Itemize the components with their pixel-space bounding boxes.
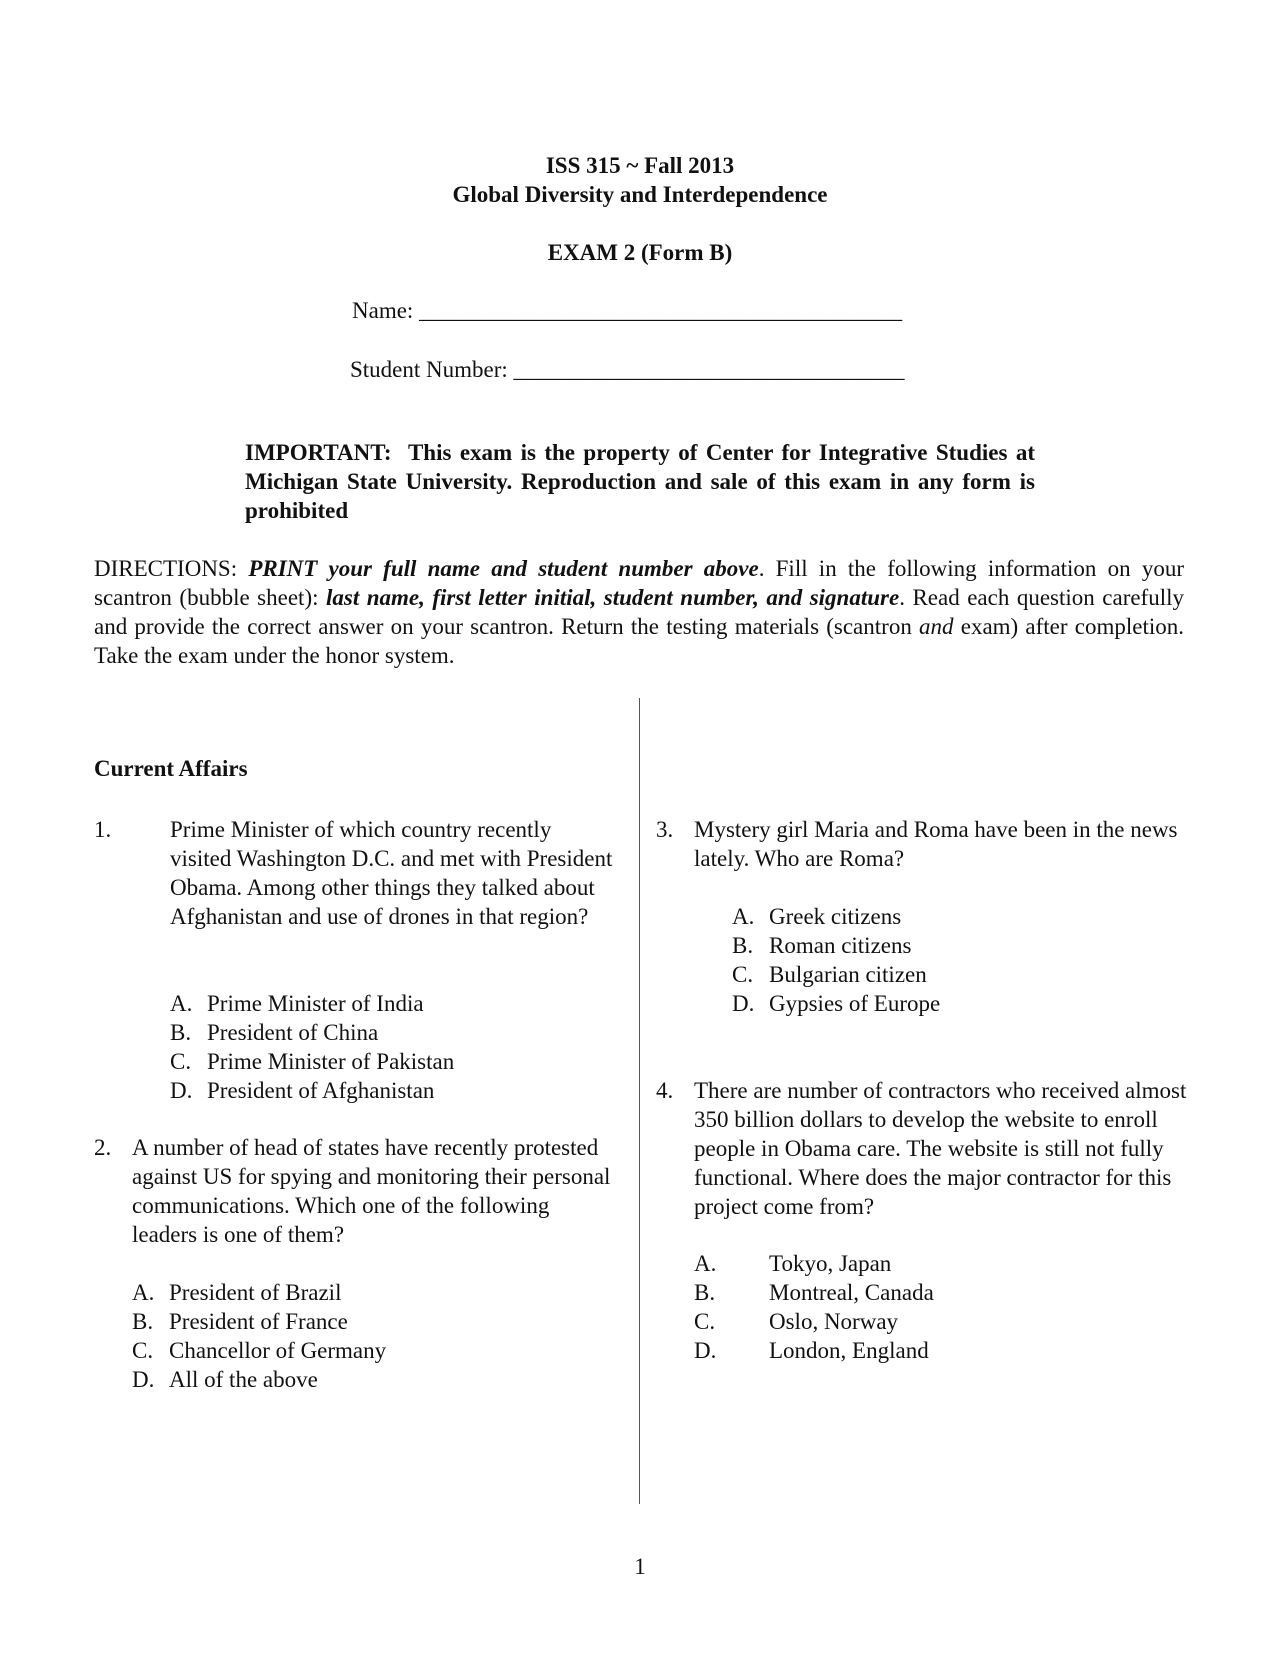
directions-text-2: . Read each question carefully and provide the correct answer on your scantron. Return the testing materials (scantron [94, 585, 1185, 639]
question-number: 2. [94, 1135, 112, 1160]
student-number-label: Student Number: [350, 357, 508, 382]
important-notice [245, 438, 1035, 525]
directions-scantron-fields: last name, first letter initial, student number, and signature [326, 585, 900, 610]
name-label: Name: [352, 298, 414, 323]
exam-title: EXAM 2 (Form B) [547, 240, 733, 265]
column-divider [639, 698, 640, 1504]
student-number-field[interactable] [350, 357, 905, 383]
question-text: Mystery girl Maria and Roma have been in the news lately. Who are Roma? [694, 817, 1178, 871]
exam-page: ISS 315 ~ Fall 2013 Global Diversity and Interdependence EXAM 2 (Form B) Name: __________________________________________ Student Number: __________________________________ IMPORTANT: This exam is the property of Center for Integrative Studies at Michigan State University. Reproduction and sale of this exam in any form is prohibited DIRECTIONS: PRINT your full name and student number above. Fill in the following information on your scantron (bubble sheet): last name, first letter initial, student number, and signature. Read each question carefully and provide the correct answer on your scantron. Return the testing materials (scantron and exam) after completion. Take the exam under the honor system. Current Affairs 1. Prime Minister of which country recently visited Washington D.C. and met with President Obama. Among other things they talked about Afghanistan and use of drones in that region? A. Prime Minister of India B. President of China C. Prime Minister of Pakistan D. President of Afghanistan 2. A number of head of states have recently protested against US for spying and monitoring their personal communications. Which one of the following leaders is one of them? A. President of Brazil B. President of France C. Chancellor of Germany D. All of the above 3. Mystery girl Maria and Roma have been in the news lately. Who are Roma? A. Greek citizens B. Roman citizens C. Bulgarian citizen D. Gypsies of Europe 4. There are number of contractors who received almost 350 billion dollars to develop the website to enroll people in Obama care. The website is still not fully functional. Where does the major contractor for this project come from? A. Tokyo, Japan B. Montreal, Canada C. Oslo, Norway D. London, England 1 [0, 0, 1280, 1656]
course-line: ISS 315 ~ Fall 2013 [545, 153, 735, 178]
directions-text-3: exam) after completion. Take the exam under the honor system. [94, 614, 1184, 668]
directions [94, 554, 1184, 670]
important-text: This exam is the property of Center for Integrative Studies at Michigan State University. Reproduction and sale of this exam in any form is prohibited [245, 440, 1035, 523]
name-field[interactable] [352, 298, 902, 324]
page-number: 1 [634, 1554, 646, 1579]
directions-print-instruction: PRINT your full name and student number above [248, 556, 759, 581]
question-text: Prime Minister of which country recently visited Washington D.C. and met with President Obama. Among other things they talked about Afghanistan and use of drones in that region? [170, 817, 613, 929]
directions-and: and [919, 614, 954, 639]
course-title: Global Diversity and Interdependence [452, 182, 828, 207]
question-text: A number of head of states have recently protested against US for spying and monitoring their personal communications. Which one of the following leaders is one of them? [132, 1135, 611, 1247]
important-label: IMPORTANT: [245, 440, 392, 465]
name-blank[interactable]: __________________________________________ [419, 298, 903, 323]
question-text: There are number of contractors who received almost 350 billion dollars to develop the website to enroll people in Obama care. The website is still not fully functional. Where does the major contractor for this project come from? [694, 1078, 1187, 1219]
question-number: 1. [94, 817, 112, 842]
section-title: Current Affairs [94, 756, 248, 781]
student-number-blank[interactable]: __________________________________ [513, 357, 905, 382]
question-number: 4. [656, 1078, 674, 1103]
directions-label: DIRECTIONS: [94, 556, 238, 581]
question-number: 3. [656, 817, 674, 842]
directions-text-1: . Fill in the following information on your scantron (bubble sheet): [94, 556, 1184, 610]
